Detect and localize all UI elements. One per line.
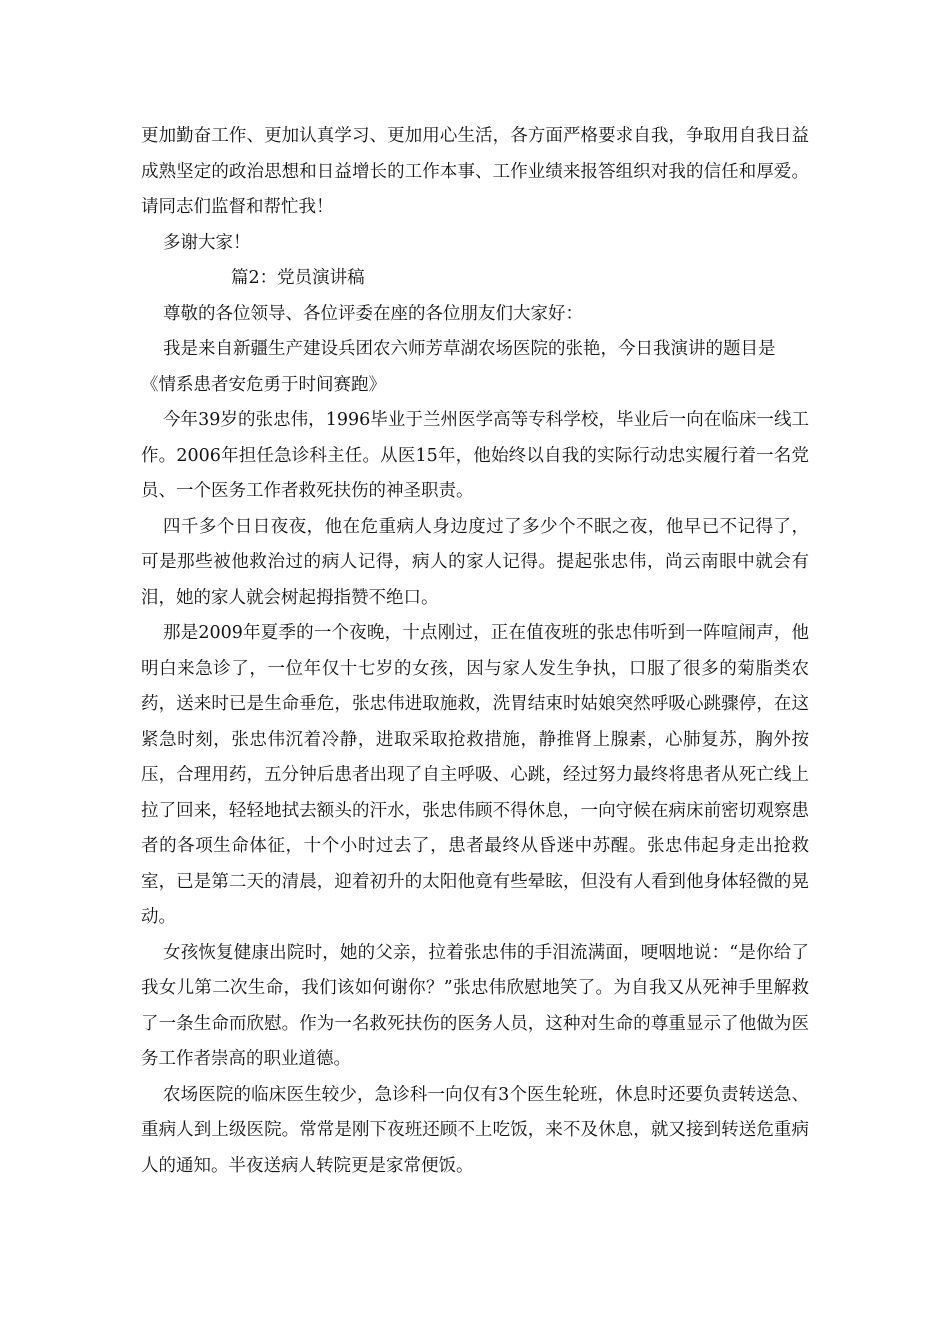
paragraph-closing-pledge: 更加勤奋工作、更加认真学习、更加用心生活，各方面严格要求自我，争取用自我日益成熟坚定的政治思想和日益增长的工作本事、工作业绩来报答组织对我的信任和厚爱。请同志们监督和帮忙我！ xyxy=(141,126,809,217)
section-heading: 篇2：党员演讲稿 xyxy=(231,268,365,288)
paragraph-gratitude: 女孩恢复健康出院时，她的父亲，拉着张忠伟的手泪流满面，哽咽地说：“是你给了我女儿第二次生命，我们该如何谢你？”张忠伟欣慰地笑了。为自我又从死神手里解救了一条生命而欣慰。作为一名救死扶伤的医务人员，这种对生命的尊重显示了他做为医务工作者崇高的职业道德。 xyxy=(141,942,809,1069)
paragraph-greeting: 尊敬的各位领导、各位评委在座的各位朋友们大家好： xyxy=(163,303,583,324)
paragraph-hospital-duty: 农场医院的临床医生较少，急诊科一向仅有3个医生轮班，休息时还要负责转送急、重病人到上级医院。常常是刚下夜班还顾不上吃饭，来不及休息，就又接到转送危重病人的通知。半夜送病人转院更是家常便饭。 xyxy=(141,1084,809,1176)
paragraph-biography: 今年39岁的张忠伟，1996毕业于兰州医学高等专科学校，毕业后一向在临床一线工作。2006年担任急诊科主任。从医15年，他始终以自我的实际行动忠实履行着一名党员、一个医务工作者救死扶伤的神圣职责。 xyxy=(141,410,809,501)
paragraph-nights: 四千多个日日夜夜，他在危重病人身边度过了多少个不眠之夜，他早已不记得了，可是那些被他救治过的病人记得，病人的家人记得。提起张忠伟，尚云南眼中就会有泪，她的家人就会树起拇指赞不绝口。 xyxy=(141,516,809,608)
speech-title: 《情系患者安危勇于时间赛跑》 xyxy=(141,374,386,395)
paragraph-thanks: 多谢大家！ xyxy=(163,232,251,253)
document-body xyxy=(141,119,809,1184)
paragraph-rescue-story: 那是2009年夏季的一个夜晚，十点刚过，正在值夜班的张忠伟听到一阵喧闹声，他明白来急诊了，一位年仅十七岁的女孩，因与家人发生争执，口服了很多的菊脂类农药，送来时已是生命垂危，张忠伟进取施救，洗胃结束时姑娘突然呼吸心跳骤停，在这紧急时刻，张忠伟沉着冷静，进取采取抢救措施，静推肾上腺素，心肺复苏，胸外按压，合理用药，五分钟后患者出现了自主呼吸、心跳，经过努力最终将患者从死亡线上拉了回来，轻轻地拭去额头的汗水，张忠伟顾不得休息，一向守候在病床前密切观察患者的各项生命体征，十个小时过去了，患者最终从昏迷中苏醒。张忠伟起身走出抢救室，已是第二天的清晨，迎着初升的太阳他竟有些晕眩，但没有人看到他身体轻微的晃动。 xyxy=(141,623,809,927)
paragraph-introduction: 我是来自新疆生产建设兵团农六师芳草湖农场医院的张艳，今日我演讲的题目是 xyxy=(163,339,776,359)
